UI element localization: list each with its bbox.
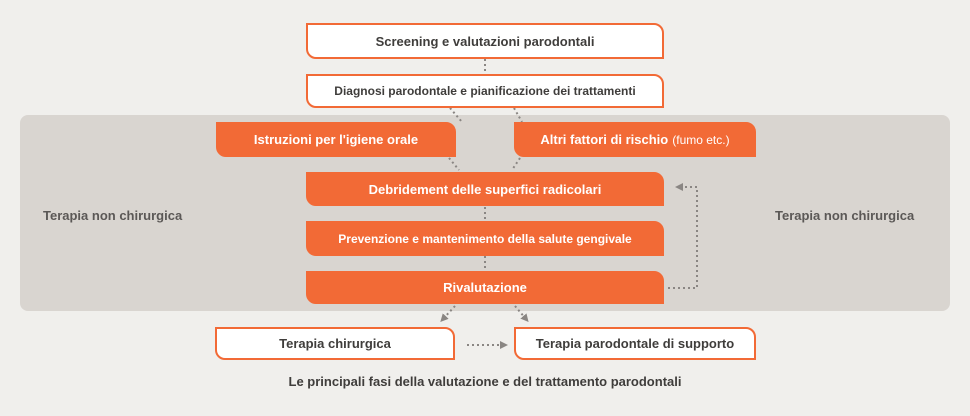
- connector-risk-debridement: [512, 158, 520, 170]
- step-reevaluation: Rivalutazione: [306, 271, 664, 304]
- step-screening: Screening e valutazioni parodontali: [306, 23, 664, 59]
- step-risk-factors: [514, 122, 756, 157]
- connector-hygiene-debridement: [449, 158, 459, 170]
- step-surgical-therapy: Terapia chirurgica: [215, 327, 455, 360]
- connector-reevaluation-surgical: [443, 306, 455, 319]
- step-diagnosis: Diagnosi parodontale e pianificazione dei trattamenti: [306, 74, 664, 108]
- step-prevention: Prevenzione e mantenimento della salute gengivale: [306, 221, 664, 256]
- connector-reevaluation-loop: [668, 187, 697, 288]
- connector-diagnosis-risk: [514, 108, 522, 122]
- connector-diagnosis-hygiene: [450, 108, 462, 122]
- step-risk-factors-label: Altri fattori di rischio: [540, 132, 669, 147]
- step-supportive-therapy: Terapia parodontale di supporto: [514, 327, 756, 360]
- figure-caption: Le principali fasi della valutazione e del trattamento parodontali: [288, 374, 682, 389]
- step-debridement: Debridement delle superfici radicolari: [306, 172, 664, 206]
- panel-label-left: Terapia non chirurgica: [43, 208, 183, 223]
- step-risk-factors-note: (fumo etc.): [672, 132, 730, 147]
- panel-label-right: Terapia non chirurgica: [775, 208, 915, 223]
- step-oral-hygiene: Istruzioni per l'igiene orale: [216, 122, 456, 157]
- connector-reevaluation-support: [515, 306, 526, 319]
